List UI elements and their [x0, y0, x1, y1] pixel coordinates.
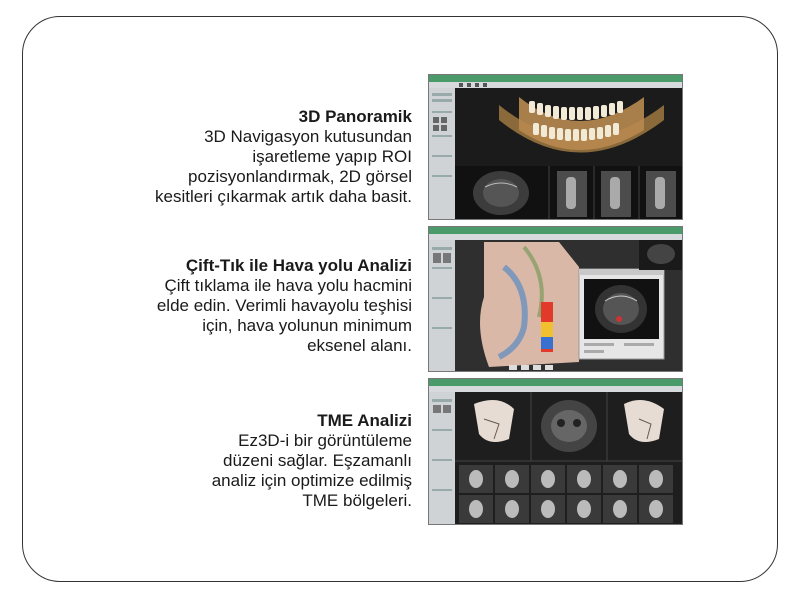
section-airway — [82, 255, 412, 356]
section-body: Ez3D-i bir görüntüleme düzeni sağlar. Eşzamanlı analiz için optimize edilmiş TME bölgeleri. — [211, 431, 412, 510]
section-panoramic — [82, 106, 412, 207]
section-body: 3D Navigasyon kutusundan işaretleme yapıp ROI pozisyonlandırmak, 2D görsel kesitleri çıkarmak artık daha basit. — [155, 127, 412, 206]
section-title: 3D Panoramik — [298, 107, 412, 126]
tmj-screenshot — [428, 378, 683, 525]
section-tmj — [82, 410, 412, 511]
section-title: TME Analizi — [317, 411, 412, 430]
section-body: Çift tıklama ile hava yolu hacmini elde edin. Verimli havayolu teşhisi için, hava yolunun minimum eksenel alanı. — [156, 276, 412, 355]
airway-screenshot — [428, 226, 683, 372]
panoramic-screenshot — [428, 74, 683, 220]
section-title: Çift-Tık ile Hava yolu Analizi — [185, 256, 412, 275]
